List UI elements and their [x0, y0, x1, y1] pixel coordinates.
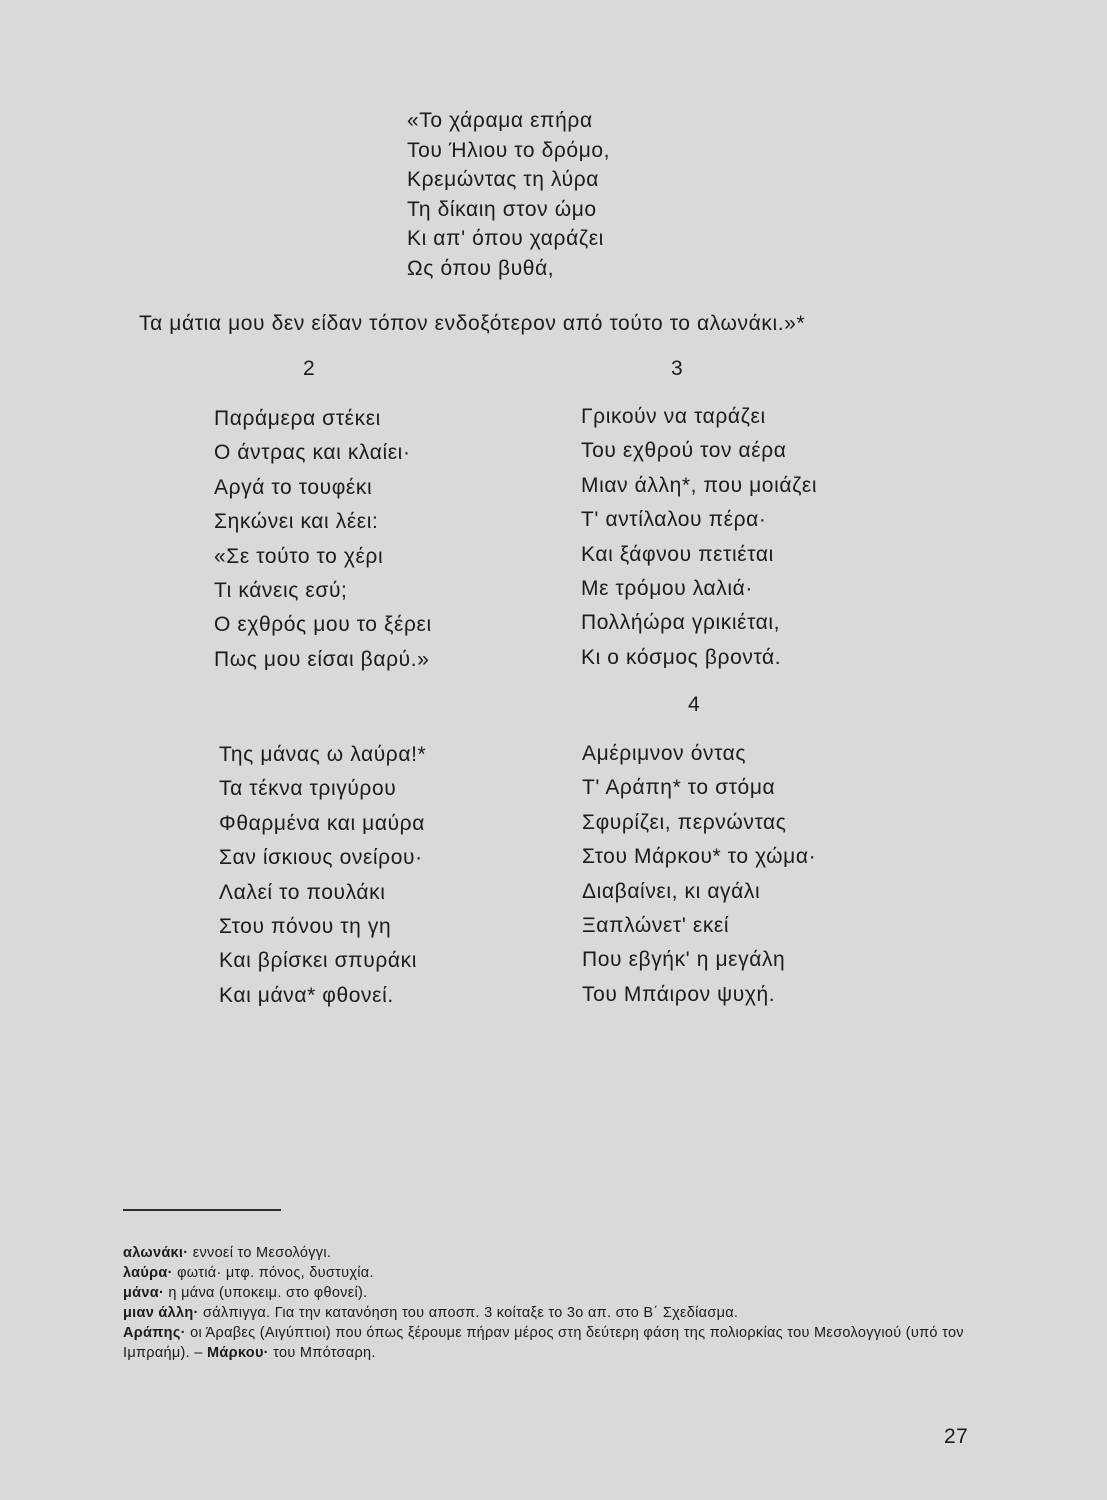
- footnote-term: λαύρα·: [123, 1265, 173, 1281]
- footnote-text: η μάνα (υποκειμ. στο φθονεί).: [164, 1285, 368, 1301]
- poem-line: Και μάνα* φθονεί.: [219, 983, 394, 1007]
- poem-line: Κι ο κόσμος βροντά.: [581, 645, 782, 669]
- footnote-term: μιαν άλλη·: [123, 1305, 199, 1321]
- poem-line: Κρεμώντας τη λύρα: [407, 168, 599, 191]
- footnote: [123, 1283, 983, 1303]
- footnote-text: του Μπότσαρη.: [268, 1345, 376, 1361]
- footnote-term: αλωνάκι·: [123, 1245, 189, 1261]
- poem-line: Και βρίσκει σπυράκι: [219, 949, 417, 973]
- section-number-2: 2: [303, 357, 315, 380]
- poem-line: Τι κάνεις εσύ;: [214, 578, 348, 602]
- footnotes: [123, 1243, 983, 1363]
- poem-line: Του εχθρού τον αέρα: [581, 439, 787, 463]
- page-number: 27: [944, 1425, 969, 1448]
- poem-line: Με τρόμου λαλιά·: [581, 576, 753, 600]
- footnote-text: σάλπιγγα. Για την κατανόηση του αποσπ. 3 κοίταξε το 3ο απ. στο Β΄ Σχεδίασμα.: [198, 1305, 739, 1321]
- poem-line: Γρικούν να ταράζει: [581, 405, 766, 428]
- stanza-4: [582, 737, 816, 1012]
- footnote: [123, 1303, 983, 1323]
- poem-line: Που εβγήκ' η μεγάλη: [582, 948, 786, 972]
- poem-line: Πως μου είσαι βαρύ.»: [214, 647, 430, 671]
- poem-line: Σηκώνει και λέει:: [214, 510, 379, 534]
- poem-line: Αμέριμνον όντας: [582, 742, 747, 765]
- footnote: [123, 1323, 983, 1363]
- poem-line: Τα τέκνα τριγύρου: [219, 777, 397, 801]
- intro-closing-line: Τα μάτια μου δεν είδαν τόπον ενδοξότερον από τούτο το αλωνάκι.»*: [139, 312, 806, 335]
- poem-line: Ξαπλώνετ' εκεί: [582, 913, 730, 937]
- poem-line: Σαν ίσκιους ονείρου·: [219, 846, 423, 870]
- poem-line: Ως όπου βυθά,: [407, 256, 555, 280]
- footnote-text: φωτιά· μτφ. πόνος, δυστυχία.: [172, 1265, 374, 1281]
- footnote: [123, 1263, 983, 1283]
- poem-line: Διαβαίνει, κι αγάλι: [582, 879, 761, 903]
- poem-line: Πολλήώρα γρικιέται,: [581, 611, 781, 635]
- poem-line: Και ξάφνου πετιέται: [581, 542, 774, 566]
- footnote-term: μάνα·: [123, 1285, 165, 1301]
- footnote: [123, 1243, 983, 1263]
- poem-line: «Το χάραμα επήρα: [407, 109, 593, 132]
- intro-stanza: [407, 106, 610, 283]
- poem-line: Του Μπάιρον ψυχή.: [582, 982, 776, 1006]
- poem-line: Της μάνας ω λαύρα!*: [219, 743, 427, 766]
- section-number-3: 3: [671, 357, 683, 380]
- poem-line: Στου πόνου τη γη: [219, 914, 392, 938]
- footnote-term: Μάρκου·: [207, 1345, 269, 1361]
- poem-line: Φθαρμένα και μαύρα: [219, 811, 425, 835]
- poem-line: «Σε τούτο το χέρι: [214, 544, 384, 568]
- poem-line: Σφυρίζει, περνώντας: [582, 810, 787, 834]
- section-number-4: 4: [688, 693, 700, 716]
- poem-line: Μιαν άλλη*, που μοιάζει: [581, 473, 818, 497]
- footnote-text: οι Άραβες (Αιγύπτιοι) που όπως ξέρουμε πήραν μέρος στη δεύτερη φάση της πολιορκίας του Μεσολογγιού (υπό τον Ιμπραήμ). –: [123, 1325, 964, 1361]
- poem-line: Αργά το τουφέκι: [214, 475, 373, 499]
- poem-line: Τ' Αράπη* το στόμα: [582, 776, 776, 800]
- stanza-3: [581, 400, 817, 675]
- poem-line: Λαλεί το πουλάκι: [219, 880, 386, 904]
- poem-line: Τ' αντίλαλου πέρα·: [581, 508, 767, 532]
- poem-line: Παράμερα στέκει: [214, 407, 381, 430]
- poem-line: Ο εχθρός μου το ξέρει: [214, 613, 432, 637]
- stanza-mother: [219, 738, 426, 1013]
- poem-line: Κι απ' όπου χαράζει: [407, 227, 604, 250]
- footnote-term: Αράπης·: [123, 1325, 186, 1341]
- stanza-2: [214, 402, 432, 677]
- poem-line: Στου Μάρκου* το χώμα·: [582, 845, 817, 869]
- poem-line: Ο άντρας και κλαίει·: [214, 441, 411, 465]
- poem-line: Τη δίκαιη στον ώμο: [407, 197, 597, 221]
- footnote-text: εννοεί το Μεσολόγγι.: [188, 1245, 332, 1261]
- poem-line: Του Ήλιου το δρόμο,: [407, 138, 611, 162]
- footnote-divider: [123, 1209, 281, 1211]
